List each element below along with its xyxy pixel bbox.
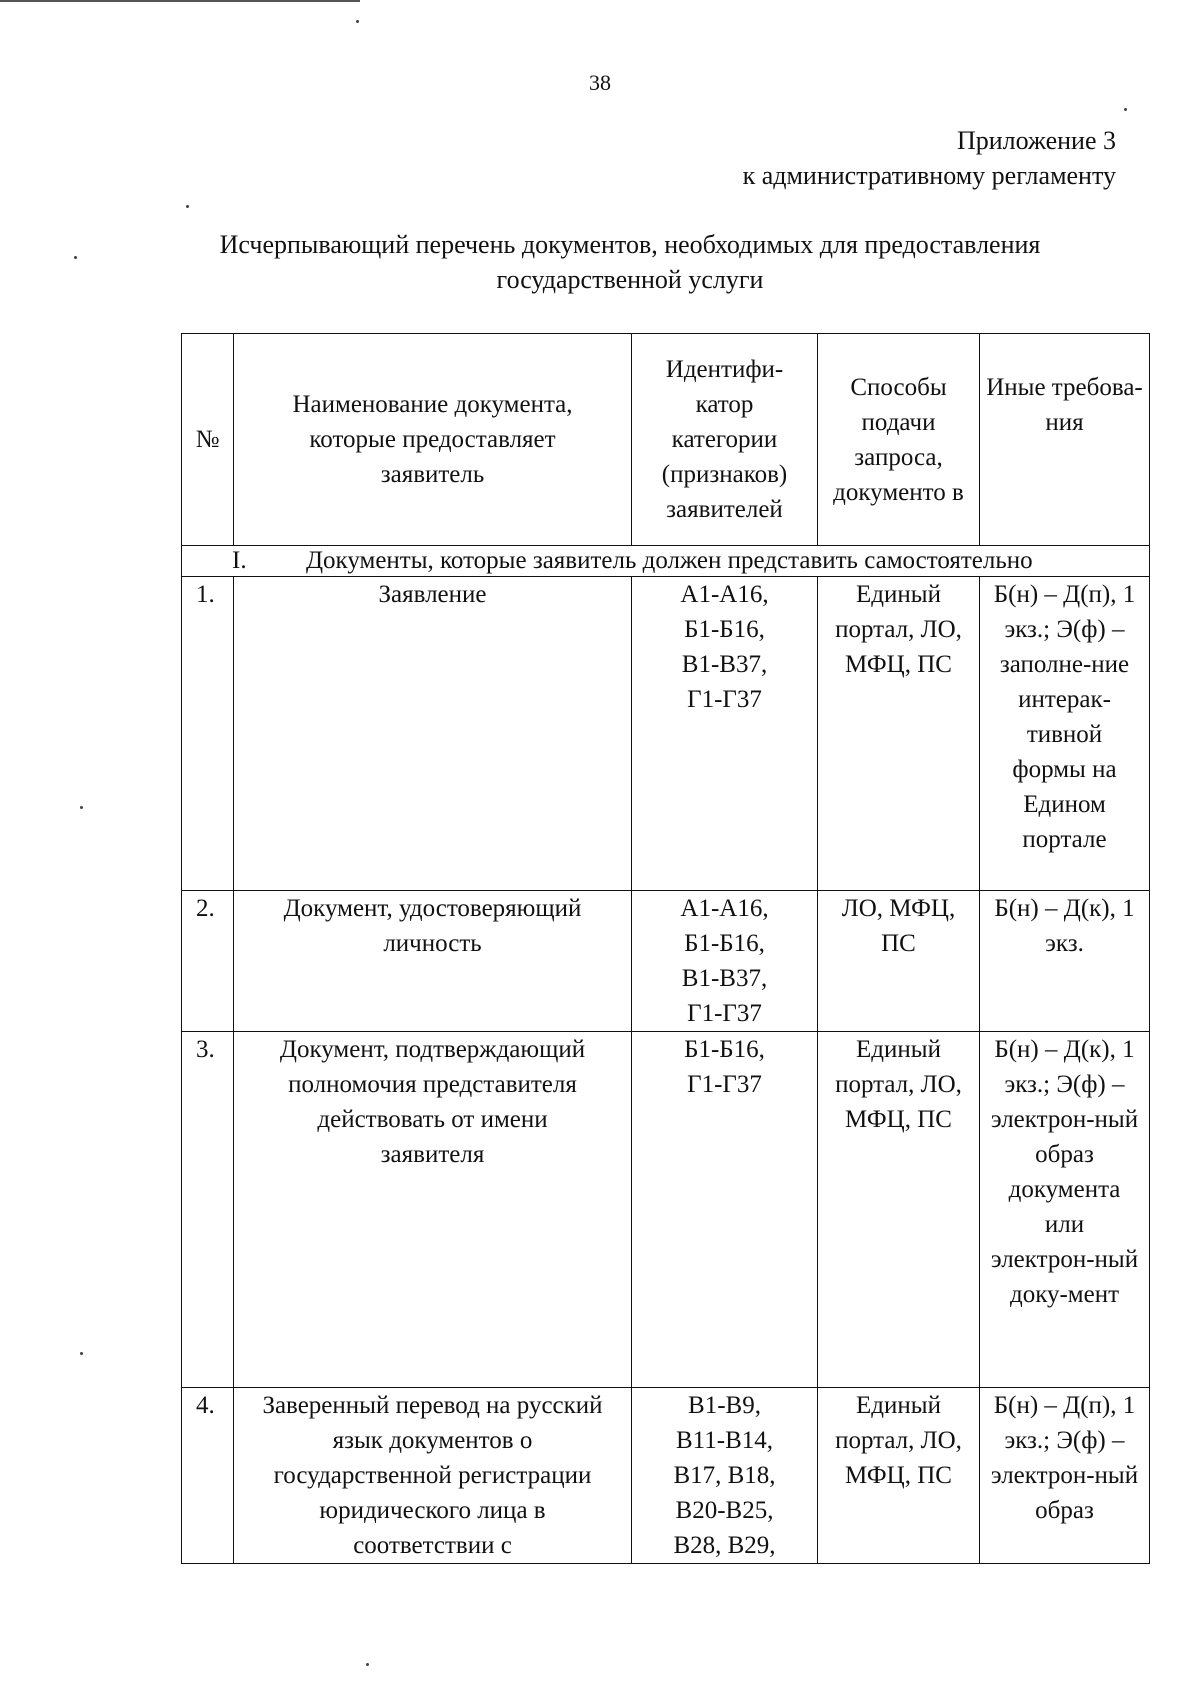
document-title-line-2: государственной услуги [496,265,764,294]
section-number: I. [232,547,247,574]
document-title [150,227,1110,297]
category-line: В1-В37, [681,965,768,992]
category-line: А1-А16, [680,581,769,608]
scan-speck [356,20,359,23]
header-document-name: Наименование документа, которые предоставляет заявитель [234,334,632,546]
category-line: В28, В29, [673,1532,776,1559]
row-submission-methods: Единый портал, ЛО, МФЦ, ПС [818,1388,980,1564]
scan-speck [80,1352,83,1355]
header-number: № [182,334,234,546]
row-submission-methods: Единый портал, ЛО, МФЦ, ПС [818,577,980,891]
row-category [632,577,818,891]
header-submission-methods: Способы подачи запроса, документо в [818,334,980,546]
row-category [632,891,818,1032]
category-line: Г1-Г37 [687,686,762,713]
scan-speck [1124,108,1127,111]
row-document-name: Документ, удостоверяющий личность [234,891,632,1032]
scan-speck [186,205,189,208]
scan-speck [366,1663,369,1666]
header-other-requirements: Иные требова-ния [980,334,1150,546]
row-category [632,1032,818,1388]
row-category [632,1388,818,1564]
category-line: В1-В9, [688,1392,761,1419]
section-row [182,546,1150,577]
scan-speck [80,806,83,809]
appendix-note [743,123,1116,193]
row-other-requirements: Б(н) – Д(к), 1 экз.; Э(ф) – электрон-ный образ документа или электрон-ный доку-мент [980,1032,1150,1388]
category-line: Г1-Г37 [687,1071,762,1098]
row-number: 4. [182,1388,234,1564]
row-document-name: Документ, подтверждающий полномочия представителя действовать от имени заявителя [234,1032,632,1388]
table-row [182,891,1150,1032]
appendix-line-2: к административному регламенту [742,161,1116,190]
row-other-requirements: Б(н) – Д(к), 1 экз. [980,891,1150,1032]
row-submission-methods: Единый портал, ЛО, МФЦ, ПС [818,1032,980,1388]
scan-speck [74,256,77,259]
category-line: Б1-Б16, [684,930,765,957]
row-other-requirements: Б(н) – Д(п), 1 экз.; Э(ф) – электрон-ный образ [980,1388,1150,1564]
table-row [182,1032,1150,1388]
table-row [182,1388,1150,1564]
section-title: Документы, которые заявитель должен представить самостоятельно [306,547,1033,574]
row-number: 2. [182,891,234,1032]
row-submission-methods: ЛО, МФЦ, ПС [818,891,980,1032]
page-number: 38 [589,70,611,95]
row-document-name: Заявление [234,577,632,891]
category-line: В1-В37, [681,651,768,678]
documents-table [181,333,1150,1564]
category-line: В11-В14, [676,1427,773,1454]
category-line: Г1-Г37 [687,1000,762,1027]
scan-edge-line [0,0,360,2]
row-number: 1. [182,577,234,891]
category-line: А1-А16, [680,895,769,922]
category-line: В17, В18, [673,1462,776,1489]
row-other-requirements: Б(н) – Д(п), 1 экз.; Э(ф) – заполне-ние интерак-тивной формы на Едином портале [980,577,1150,891]
section-heading [182,546,1150,577]
appendix-line-1: Приложение 3 [956,126,1116,155]
category-line: Б1-Б16, [684,1036,765,1063]
row-number: 3. [182,1032,234,1388]
document-title-line-1: Исчерпывающий перечень документов, необходимых для предоставления [219,230,1041,259]
category-line: Б1-Б16, [684,616,765,643]
table-header-row [182,334,1150,546]
category-line: В20-В25, [675,1497,774,1524]
table-row [182,577,1150,891]
header-category-identifier: Идентифи-катор категории (признаков) заявителей [632,334,818,546]
row-document-name: Заверенный перевод на русский язык документов о государственной регистрации юридического лица в соответствии с [234,1388,632,1564]
